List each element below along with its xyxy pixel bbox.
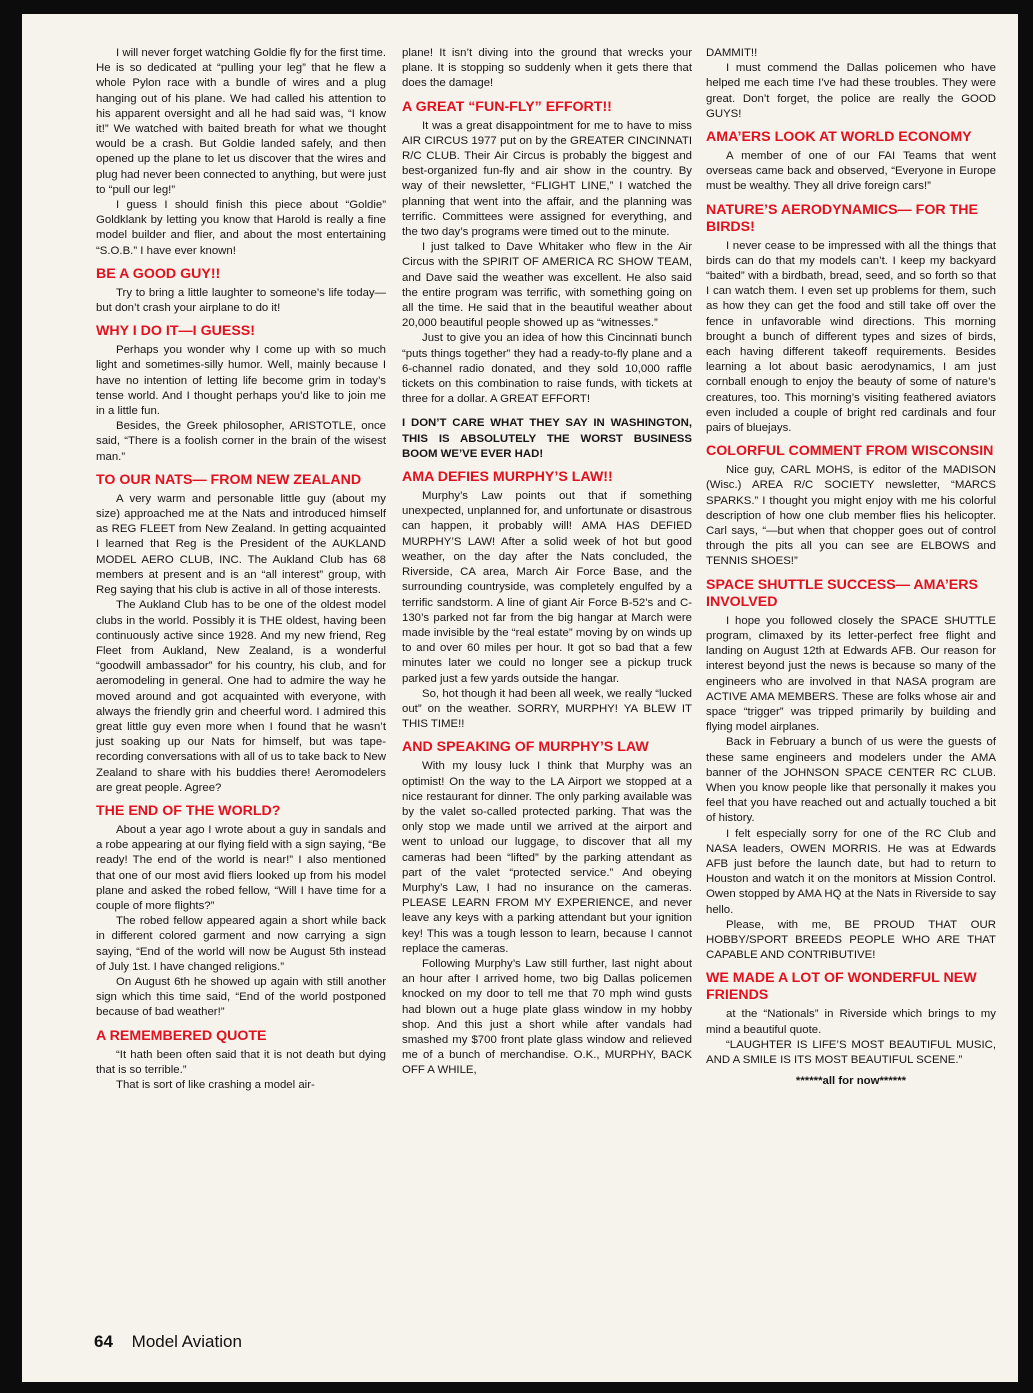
paragraph: So, hot though it had been all week, we really “lucked out” on the weather. SORRY, MURPHY! YA BLEW IT THIS TIME!!	[402, 687, 692, 731]
section-heading: BE A GOOD GUY!!	[96, 265, 221, 282]
quote: “LAUGHTER IS LIFE’S MOST BEAUTIFUL MUSIC, AND A SMILE IS ITS MOST BEAUTIFUL SCENE.”	[706, 1038, 996, 1066]
paragraph: I felt especially sorry for one of the RC Club and NASA leaders, OWEN MORRIS. He was at Edwards AFB just before the launch date, but had to return to Houston and watch it on the monitors at Mission Control. Owen stopped by AMA HQ at the Nats in Riverside to say hello.	[706, 827, 996, 916]
paragraph: On August 6th he showed up again with still another sign which this time said, “End of the world postponed because of bad weather!”	[96, 975, 386, 1019]
publication-name: Model Aviation	[131, 1332, 242, 1351]
paragraph: Besides, the Greek philosopher, ARISTOTLE, once said, “There is a foolish corner in the brain of the wisest man.”	[96, 420, 386, 463]
paragraph: Nice guy, CARL MOHS, is editor of the MADISON (Wisc.) AREA R/C SOCIETY newsletter, “MARCS SPARKS.” I thought you might enjoy with me his colorful description of how one club member flies his helicopter. Carl says, “—but when that chopper goes out of control through the pits all you can see are ELBOWS and TENNIS SHOES!”	[706, 464, 996, 568]
paragraph: A very warm and personable little guy (about my size) approached me at the Nats and introduced himself as REG FLEET from New Zealand. In getting acquainted I learned that Reg is the President of the AUKLAND MODEL AERO CLUB, INC. The Aukland Club has 68 members at present and is an “all interest” group, with Reg saying that his club is active in all of those interests.	[96, 492, 386, 597]
paragraph: Just to give you an idea of how this Cincinnati bunch “puts things together” they had a ready-to-fly plane and a 6-channel radio donated, and they sold 10,000 raffle tickets on this combination to raise funds, with tickets at three for a dollar. A GREAT EFFORT!	[402, 332, 692, 406]
column-1	[96, 46, 386, 1093]
paragraph: I never cease to be impressed with all the things that birds can do that my models can’t. I keep my backyard “baited” with a birdbath, bread, seed, and so forth so that I can watch them. I even set up problems for them, such as how they can get the food and still take off over the fence in unfavorable wind directions. This morning brought a bunch of different types and sizes of birds, each having different takeoff requirements. Besides learning a lot about basic aerodynamics, I am just cornball enough to enjoy the beauty of some of nature’s creatures, too. This morning’s visiting feathered aviators even included a couple of bright red cardinals and four pairs of bluejays.	[706, 239, 996, 435]
paragraph: I will never forget watching Goldie fly for the first time. He is so dedicated at “pulling your leg” that he flew a whole Pylon race with a bundle of wires and a plug hanging out of his plane. We had called his attention to his apparent oversight and all he had said was, “I know it!” We watched with baited breath for what we thought would be a crash. But Goldie landed safely, and then opened up the plane to let us discover that the wires and plug had never been connected to anything, but were just to “pull our leg!”	[96, 47, 386, 196]
paragraph: I guess I should finish this piece about “Goldie” Goldklank by letting you know that Harold is really a fine model builder and flier, and about the most entertaining “S.O.B.” I have ever known!	[96, 199, 386, 257]
paragraph: That is sort of like crashing a model air-	[116, 1078, 315, 1091]
section-heading: COLORFUL COMMENT FROM WISCONSIN	[706, 443, 994, 460]
column-3	[706, 46, 996, 1089]
page-number: 64	[94, 1332, 113, 1351]
section-heading: AND SPEAKING OF MURPHY’S LAW	[402, 739, 649, 756]
paragraph: plane! It isn’t diving into the ground that wrecks your plane. It is stopping so suddenly when it gets there that does the damage!	[402, 47, 692, 90]
magazine-page	[22, 14, 1018, 1382]
section-heading: WHY I DO IT—I GUESS!	[96, 323, 255, 340]
section-heading: A GREAT “FUN-FLY” EFFORT!!	[402, 98, 612, 115]
column-2	[402, 46, 692, 1079]
paragraph: A member of one of our FAI Teams that went overseas came back and observed, “Everyone in Europe must be wealthy. They all drive foreign cars!”	[706, 150, 996, 193]
paragraph: With my lousy luck I think that Murphy was an optimist! On the way to the LA Airport we stopped at a nice restaurant for dinner. The only parking available was by the valet so-called protected parking. That was the only stop we made until we arrived at the airport and went to unload our luggage, to discover that all my cameras had been “lifted” by the parking attendant as part of the valet “protected service.” And obeying Murphy’s Law, I had no insurance on the cameras. PLEASE LEARN FROM MY EXPERIENCE, and never leave any keys with a parking attendant but your ignition key! This was a tough lesson to learn, because I cannot replace the cameras.	[402, 760, 692, 955]
paragraph: Perhaps you wonder why I come up with so much light and sometimes-silly humor. Well, mainly because I have no intention of letting life become grim in today’s tense world. And I thought perhaps you’d like to join me in a little fun.	[96, 344, 386, 418]
section-heading: AMA’ERS LOOK AT WORLD ECONOMY	[706, 129, 972, 146]
paragraph: Following Murphy’s Law still further, last night about an hour after I arrived home, two big Dallas policemen knocked on my door to tell me that 70 mph wind gusts had blown out a huge plate glass window in my hobby shop. And this just a short while after vandals had smashed my $700 front plate glass window and relieved me of a bunch of merchandise. O.K., MURPHY, BACK OFF A WHILE,	[402, 957, 692, 1077]
sign-off: ******all for now******	[795, 1075, 907, 1088]
paragraph: The Aukland Club has to be one of the oldest model clubs in the world. Possibly it is THE oldest, having been continuously active since 1928. And my new friend, Reg Fleet from Aukland, New Zealand, is a wonderful “goodwill ambassador” for his country, his club, and for aeromodeling in general. One had to admire the way he moved around and got acquainted with everyone, with always the friendly grin and cheerful word. I admired this great little guy even more when I found that he wasn’t just soaking up our Nats for himself, but was tape-recording conversations with all of us to take back to New Zealand to share with his buddies there! Aeromodelers are great people. Agree?	[96, 599, 386, 794]
paragraph: “It hath been often said that it is not death but dying that is so terrible.”	[96, 1048, 386, 1076]
section-heading: TO OUR NATS— FROM NEW ZEALAND	[96, 471, 362, 488]
paragraph: I just talked to Dave Whitaker who flew in the Air Circus with the SPIRIT OF AMERICA RC SHOW TEAM, and Dave said the weather was excellent. He also said the entire program was terrific, with something going on all the time. He said that in the beautiful weather about 20,000 beautiful people showed up as “witnesses.”	[402, 241, 692, 330]
page-footer	[94, 1332, 242, 1352]
paragraph: It was a great disappointment for me to have to miss AIR CIRCUS 1977 put on by the GREATER CINCINNATI R/C CLUB. Their Air Circus is probably the biggest and best-organized fun-fly and air show in the country. By way of their newsletter, “FLIGHT LINE,” I watched the planning that went into the affair, and the planning was terrific. Committees were assigned for everything, and the two day’s programs were timed out to the minute.	[402, 119, 692, 239]
section-heading: NATURE’S AERODYNAMICS— FOR THE BIRDS!	[706, 201, 978, 235]
paragraph: Try to bring a little laughter to someone’s life today—but don’t crash your airplane to do it!	[96, 286, 386, 315]
section-heading: THE END OF THE WORLD?	[96, 802, 281, 819]
paragraph: DAMMIT!!	[706, 47, 758, 59]
section-heading: AMA DEFIES MURPHY’S LAW!!	[402, 469, 613, 486]
paragraph: Back in February a bunch of us were the guests of these same engineers and modelers under the AMA banner of the JOHNSON SPACE CENTER RC CLUB. When you know people like that personally it makes you feel that you have reached out and actually touched a bit of history.	[706, 736, 996, 825]
paragraph: The robed fellow appeared again a short while back in different colored garment and now carrying a sign saying, “End of the world will now be August 5th instead of July 1st. I have changed religions.”	[96, 915, 386, 973]
section-heading: A REMEMBERED QUOTE	[96, 1027, 267, 1044]
section-heading: WE MADE A LOT OF WONDERFUL NEW FRIENDS	[706, 970, 977, 1004]
paragraph: at the “Nationals” in Riverside which brings to my mind a beautiful quote.	[706, 1008, 996, 1036]
section-heading: SPACE SHUTTLE SUCCESS— AMA’ERS INVOLVED	[706, 576, 978, 610]
paragraph: About a year ago I wrote about a guy in sandals and a robe appearing at our flying field with a sign saying, “Be ready! The end of the world is near!” I also mentioned that one of our most avid fliers looked up from his model plane and asked the robed fellow, “Will I have time for a couple of more flights?”	[96, 823, 386, 912]
cartoon-caption: I DON’T CARE WHAT THEY SAY IN WASHINGTON, THIS IS ABSOLUTELY THE WORST BUSINESS BOOM WE’VE EVER HAD!	[402, 417, 692, 460]
paragraph: Please, with me, BE PROUD THAT OUR HOBBY/SPORT BREEDS PEOPLE WHO ARE THAT CAPABLE AND CONTRIBUTIVE!	[706, 918, 996, 962]
paragraph: Murphy’s Law points out that if something unexpected, unplanned for, and unfortunate or disastrous can happen, it probably will! AMA HAS DEFIED MURPHY’S LAW! After a solid week of hot but good weather, on the day after the Nats concluded, the Riverside, CA area, March Air Force Base, and the surrounding countryside, was completely engulfed by a terrific sandstorm. A line of giant Air Force B-52’s and C-130’s parked not far from the big hangar at March were made invisible by the “real estate” moving by on winds up to and over 60 miles per hour. It got so bad that a few minutes later we could no longer see a pickup truck parked just a few yards outside the hangar.	[402, 490, 692, 685]
paragraph: I hope you followed closely the SPACE SHUTTLE program, climaxed by its letter-perfect free flight and landing on August 12th at Edwards AFB. Our reason for interest beyond just the news is because so many of the engineers who are involved in that NASA program are ACTIVE AMA MEMBERS. These are folks whose air and space “trigger” was tripped primarily by building and flying model airplanes.	[706, 614, 996, 734]
paragraph: I must commend the Dallas policemen who have helped me each time I’ve had these troubles. They were great. Don’t forget, the police are really the GOOD GUYS!	[706, 62, 996, 120]
